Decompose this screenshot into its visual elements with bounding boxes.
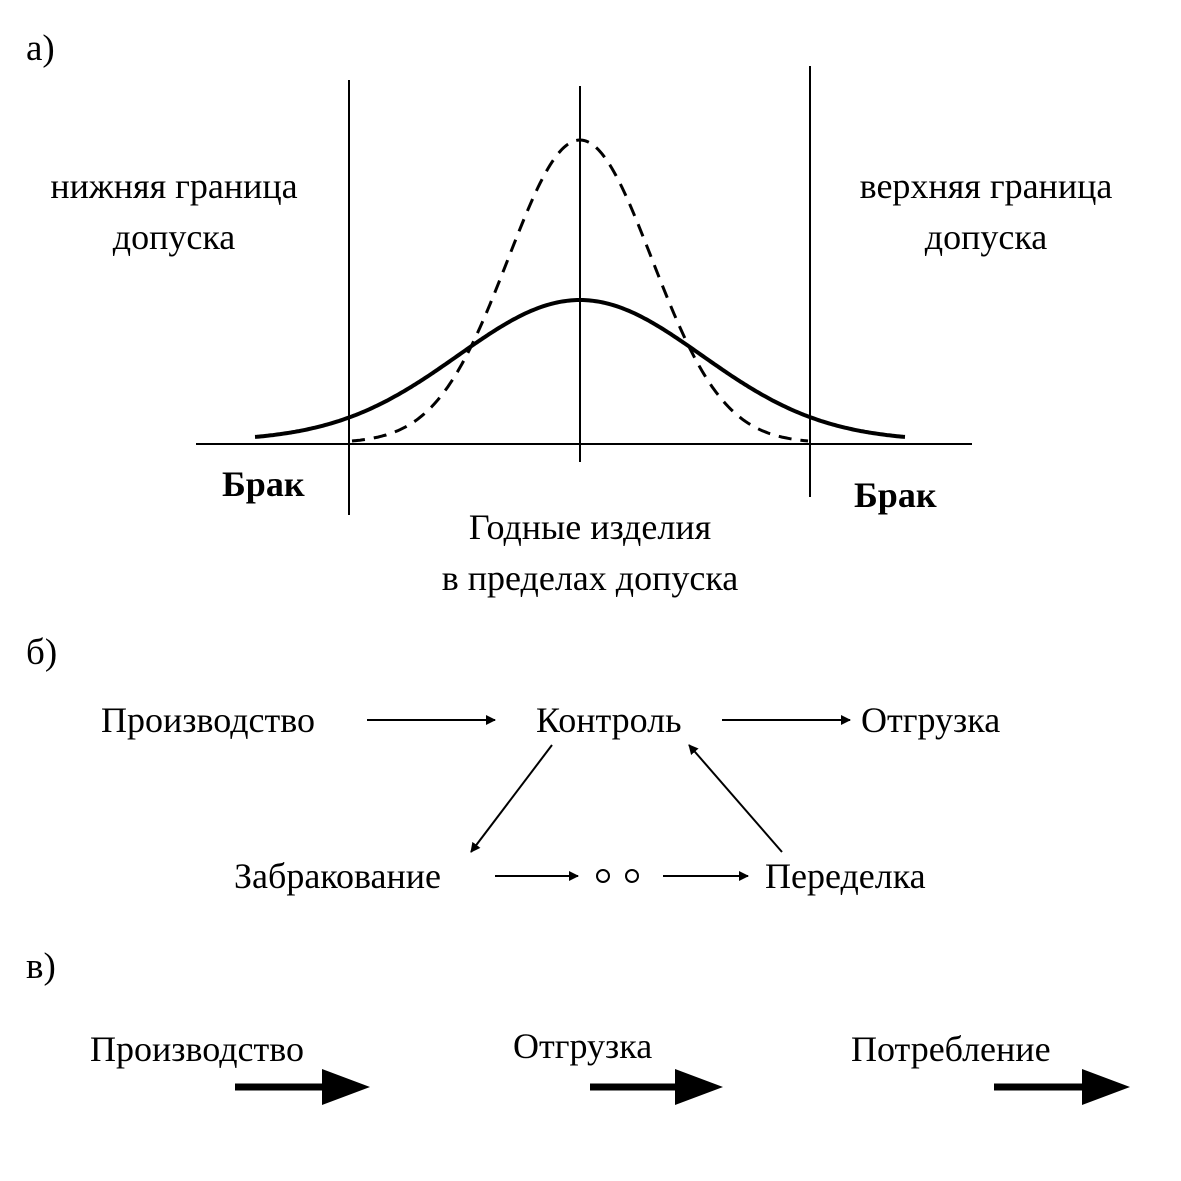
bold-arrow-production: [235, 1069, 370, 1105]
tolerance-chart: [196, 66, 972, 515]
rejection-node: Забракование: [234, 856, 441, 896]
production-node: Производство: [101, 700, 315, 740]
good-items-label-line2: в пределах допуска: [441, 558, 739, 598]
lower-limit-label-line1: нижняя граница: [50, 166, 298, 206]
panel-b-label: б): [26, 632, 58, 673]
ellipsis-dot-2: [626, 870, 638, 882]
arrow-control-to-rejection: [471, 745, 552, 852]
shipment-stage: Отгрузка: [513, 1026, 653, 1066]
upper-limit-label-line1: верхняя граница: [859, 166, 1113, 206]
reject-right-label: Брак: [854, 475, 937, 515]
bold-arrow-shipment: [590, 1069, 723, 1105]
control-node: Контроль: [536, 700, 682, 740]
good-items-label-line1: Годные изделия: [468, 507, 712, 547]
reject-left-label: Брак: [222, 464, 305, 504]
arrow-rework-to-control: [689, 745, 782, 852]
bold-arrow-consumption: [994, 1069, 1130, 1105]
consumption-stage: Потребление: [851, 1029, 1051, 1069]
panel-c-label: в): [26, 946, 56, 987]
lower-limit-label-line2: допуска: [112, 217, 236, 257]
direct-flow: [235, 1069, 1130, 1105]
upper-limit-label-line2: допуска: [924, 217, 1048, 257]
rework-node: Переделка: [765, 856, 926, 896]
panel-a-label: а): [26, 28, 55, 69]
shipment-node: Отгрузка: [861, 700, 1001, 740]
production-stage: Производство: [90, 1029, 304, 1069]
ellipsis-dot-1: [597, 870, 609, 882]
